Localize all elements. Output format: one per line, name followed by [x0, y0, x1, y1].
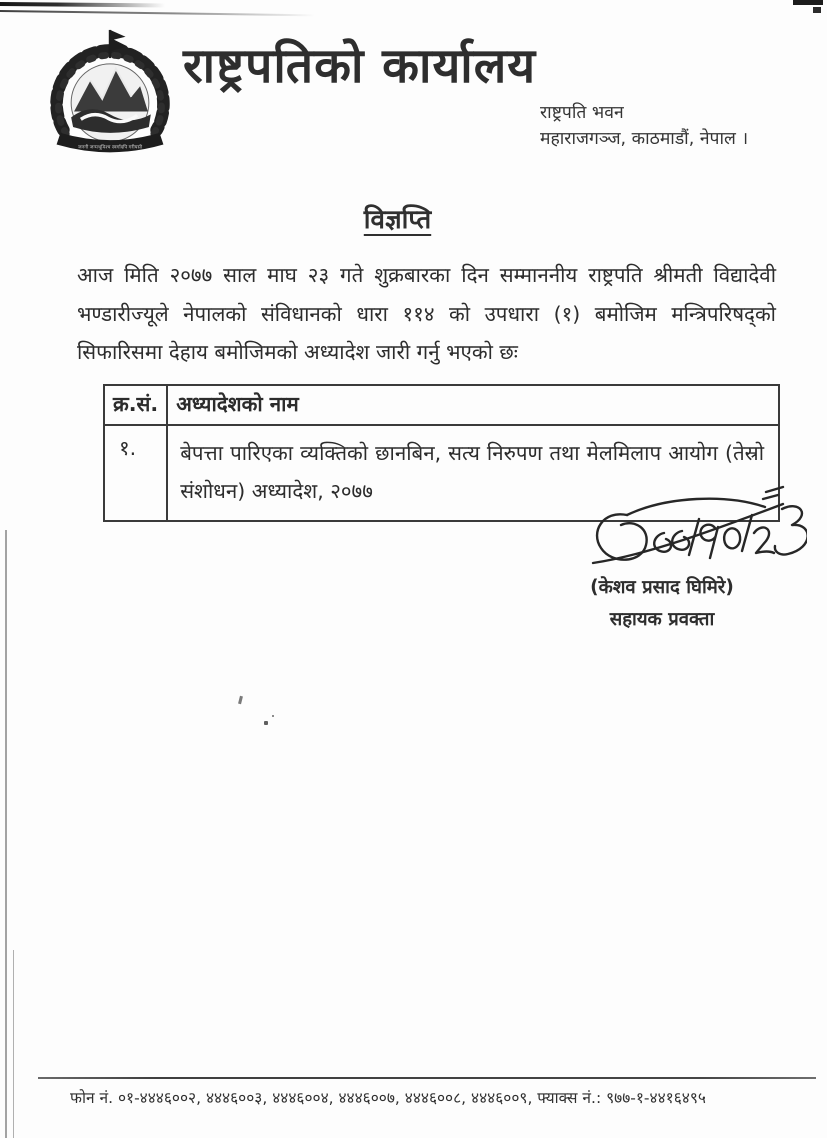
notice-body [77, 256, 776, 372]
scan-artifact-top-right-bar [793, 0, 823, 5]
signature-glyph-6a [654, 533, 671, 552]
signature-tick-1 [766, 487, 783, 492]
footer-contact-line: फोन नं. ०१-४४४६००२, ४४४६००३, ४४४६००४, ४४४६००७, ४४४६००८, ४४४६००९, फ्याक्स नं.: ९७७-१-४४१६४९५ [70, 1089, 706, 1107]
office-address [540, 100, 810, 152]
signature-slash-2 [742, 515, 752, 551]
row-serial-number: १. [104, 425, 167, 521]
scan-artifact-top-line-1 [0, 2, 165, 7]
body-line-3: सिफारिसमा देहाय बमोजिमको अध्यादेश जारी गर्नु भएको छः [77, 340, 518, 364]
office-name: राष्ट्रपतिको कार्यालय [183, 38, 537, 94]
body-line-2: भण्डारीज्यूले नेपालको संविधानको धारा ११४ को उपधारा (१) बमोजिम मन्त्रिपरिषद्को [77, 301, 776, 326]
footer-divider [38, 1077, 816, 1079]
notice-heading [0, 200, 795, 236]
scan-artifact-top-right-dot [813, 7, 821, 13]
row-ordinance-name: बेपत्ता पारिएका व्यक्तिको छानबिन, सत्य निरुपण तथा मेलमिलाप आयोग (तेस्रो संशोधन) अध्यादेश, २०७७ [167, 425, 779, 521]
signature-glyph-3 [775, 506, 807, 554]
signature-top-sweep [627, 499, 765, 515]
motto-text: जननी जन्मभूमिश्च स्वर्गादपि गरीयसी [77, 144, 143, 151]
scan-speck [272, 715, 274, 717]
column-header-ordinance-name: अध्यादेशको नाम [167, 385, 779, 425]
signatory-designation: सहायक प्रवक्ता [609, 609, 715, 630]
signatory-name: (केशव प्रसाद घिमिरे) [590, 577, 734, 598]
notice-heading-text: विज्ञप्ति [363, 205, 432, 235]
handwritten-signature [585, 484, 807, 578]
scan-speck [238, 696, 243, 704]
column-header-serial-number: क्र.सं. [104, 385, 167, 425]
table-header-row [104, 385, 779, 425]
signature-tick-2 [763, 495, 778, 499]
signature-glyph-2 [754, 528, 774, 553]
nepal-coat-of-arms-icon [42, 26, 178, 164]
scan-artifact-top-line-2 [0, 10, 315, 16]
scan-artifact-left-edge-line-1 [5, 530, 7, 1138]
scan-artifact-left-edge-line-2 [13, 950, 14, 1138]
address-line-2: महाराजगञ्ज, काठमाडौं, नेपाल । [540, 129, 749, 149]
scan-speck [264, 721, 268, 725]
body-line-1: आज मिति २०७७ साल माघ २३ गते शुक्रबारका दिन सम्माननीय राष्ट्रपति श्रीमती विद्यादेवी [77, 263, 776, 287]
address-line-1: राष्ट्रपति भवन [540, 103, 624, 123]
signature-glyph-0 [724, 528, 740, 548]
